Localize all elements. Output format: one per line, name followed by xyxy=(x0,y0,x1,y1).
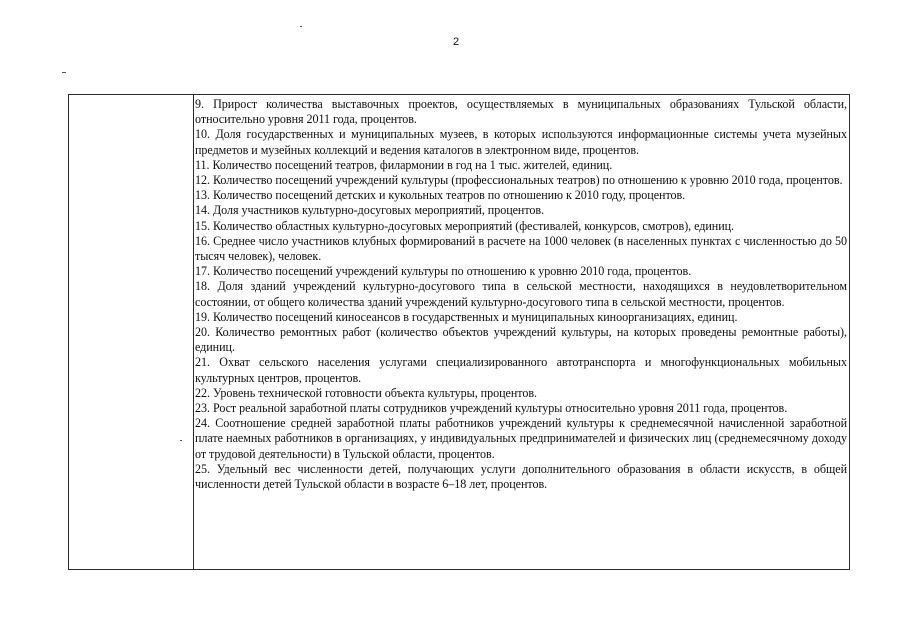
indicator-item: 10. Доля государственных и муниципальных музеев, в которых используются информационные системы учета музейных предметов и музейных коллекций и ведения каталогов в электронном виде, процентов. xyxy=(195,127,847,157)
indicator-item: 9. Прирост количества выставочных проектов, осуществляемых в муниципальных образованиях Тульской области, относительно уровня 2011 года, процентов. xyxy=(195,97,847,127)
indicator-item: 24. Соотношение средней заработной платы работников учреждений культуры к среднемесячной начисленной заработной плате наемных работников в организациях, у индивидуальных предпринимателей и физических лиц (среднемесячному доходу от трудовой деятельности) в Тульской области, процентов. xyxy=(195,416,847,461)
indicator-item: 15. Количество областных культурно-досуговых мероприятий (фестивалей, конкурсов, смотров), единиц. xyxy=(195,218,735,233)
indicator-item: 22. Уровень технической готовности объекта культуры, процентов. xyxy=(195,385,537,400)
indicators-table xyxy=(68,94,850,570)
indicator-item: 20. Количество ремонтных работ (количество объектов учреждений культуры, на которых проведены ремонтные работы), единиц. xyxy=(195,325,847,355)
indicator-item: 12. Количество посещений учреждений культуры (профессиональных театров) по отношению к уровню 2010 года, процентов. xyxy=(195,173,843,188)
scan-speck xyxy=(300,26,302,27)
indicator-item: 11. Количество посещений театров, филармонии в год на 1 тыс. жителей, единиц. xyxy=(195,157,613,172)
scan-speck xyxy=(62,72,66,73)
indicator-item: 13. Количество посещений детских и кукольных театров по отношению к 2010 году, процентов. xyxy=(195,188,686,203)
indicator-item: 18. Доля зданий учреждений культурно-досугового типа в сельской местности, находящихся в неудовлетворительном состоянии, от общего количества зданий учреждений культурно-досугового типа в сельской местности, процентов. xyxy=(195,279,847,309)
table-left-cell xyxy=(69,95,194,569)
page-number: 2 xyxy=(452,36,460,48)
indicators-list xyxy=(195,97,847,567)
indicator-item: 16. Среднее число участников клубных формирований в расчете на 1000 человек (в населенных пунктах с численностью до 50 тысяч человек), человек. xyxy=(195,233,847,264)
indicator-item: 25. Удельный вес численности детей, получающих услуги дополнительного образования в области искусств, в общей численности детей Тульской области в возрасте 6–18 лет, процентов. xyxy=(195,461,847,492)
indicator-item: 21. Охват сельского населения услугами специализированного автотранспорта и многофункциональных мобильных культурных центров, процентов. xyxy=(195,355,847,385)
indicator-item: 23. Рост реальной заработной платы сотрудников учреждений культуры относительно уровня 2011 года, процентов. xyxy=(195,401,788,416)
indicator-item: 17. Количество посещений учреждений культуры по отношению к уровню 2010 года, процентов. xyxy=(195,264,692,279)
indicator-item: 19. Количество посещений киносеансов в государственных и муниципальных киноорганизациях, единиц. xyxy=(195,309,738,324)
indicator-item: 14. Доля участников культурно-досуговых мероприятий, процентов. xyxy=(195,203,545,218)
